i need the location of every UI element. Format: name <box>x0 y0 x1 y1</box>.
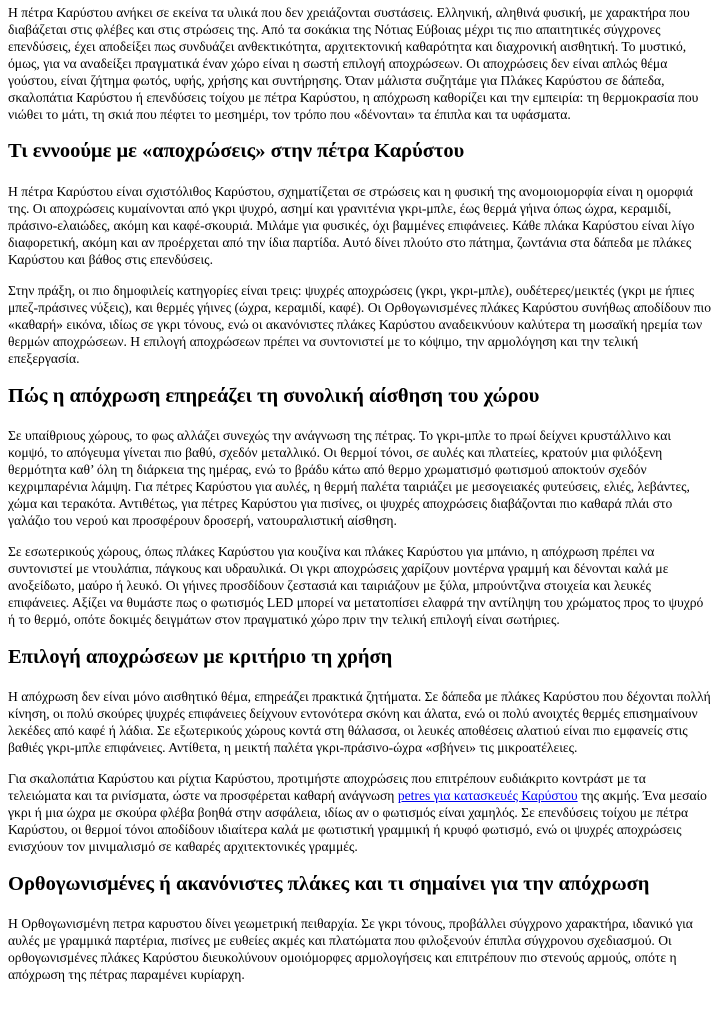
paragraph: Σε εσωτερικούς χώρους, όπως πλάκες Καρύστου για κουζίνα και πλάκες Καρύστου για μπάνιο, η απόχρωση πρέπει να συντονιστεί με ντουλάπια, πάγκους και υδραυλικά. Οι γκρι αποχρώσεις χαρίζουν μοντέρνα γραμμή και δένονται καλά με ανοξείδωτο, μαύρο ή λευκό. Οι γήινες προσδίδουν ζεστασιά και ταιριάζουν με ξύλα, μπρούντζινα στοιχεία και λευκές επιφάνειες. Αξίζει να θυμάστε πως ο φωτισμός LED μπορεί να μετατοπίσει ελαφρά την αντίληψη του χρώματος προς το ψυχρό ή το θερμό, οπότε δοκιμές δειγμάτων στον πραγματικό χώρο πριν την τελική επιλογή είναι σωτήριες. <box>8 544 704 627</box>
section-heading: Τι εννοούμε με «αποχρώσεις» στην πέτρα Καρύστου <box>8 140 465 162</box>
paragraph: Σε υπαίθριους χώρους, το φως αλλάζει συνεχώς την ανάγνωση της πέτρας. Το γκρι-μπλε το πρωί δείχνει κρυστάλλινο και κομψό, το απόγευμα γίνεται πιο βαθύ, σχεδόν μεταλλικό. Οι θερμοί τόνοι, σε αυλές και πλατείες, κρατούν μια φιλόξενη θερμότητα καθ’ όλη τη διάρκεια της ημέρας, ενώ το βράδυ κάτω από θερμο χρωματισμό φωτισμού αποκτούν σχεδόν κεχριμπαρένια λάμψη. Για πέτρες Καρύστου για αυλές, η θερμή παλέτα ταιριάζει με μεσογειακές φυτεύσεις, ελιές, λεβάντες, χώμα και τερακότα. Αντιθέτως, για πέτρες Καρύστου για πισίνες, οι ψυχρές αποχρώσεις διαβάζονται πιο καθαρά πλάι στο γαλάζιο του νερού και προσφέρουν δροσερή, νατουραλιστική αίσθηση. <box>8 428 690 528</box>
paragraph: Η πέτρα Καρύστου είναι σχιστόλιθος Καρύστου, σχηματίζεται σε στρώσεις και η φυσική της ανομοιομορφία είναι η ομορφιά της. Οι αποχρώσεις κυμαίνονται από γκρι ψυχρό, ασημί και γρανιτένια γκρι-μπλε, έως θερμά γήινα όπως ώχρα, κεραμιδί, πράσινο-ελαιώδες, ακόμη και καφέ-σκουριά. Μιλάμε για φυσικές, όχι βαμμένες επιφάνειες. Κάθε πλάκα Καρύστου είναι λίγο διαφορετική, ακόμη και αν προέρχεται από την ίδια παρτίδα. Αυτό δίνει πλούτο στο πάτημα, ζωντάνια στα δάπεδα με πλάκες Καρύστου και βάθος στις επενδύσεις. <box>8 184 695 267</box>
paragraph-text: Για σκαλοπάτια Καρύστου και ρίχτια Καρύστου, προτιμήστε αποχρώσεις που επιτρέπουν ευδιάκριτο κοντράστ με τα τελειώματα και τα ρινίσματα, ώστε να προσφέρεται καθαρή ανάγνωση <box>8 771 646 803</box>
paragraph-with-link <box>8 770 712 855</box>
section-heading: Επιλογή αποχρώσεων με κριτήριο τη χρήση <box>8 646 393 668</box>
article-link[interactable]: petres για κατασκευές Καρύστου <box>397 788 578 803</box>
section-heading: Ορθογωνισμένες ή ακανόνιστες πλάκες και τι σημαίνει για την απόχρωση <box>8 873 650 895</box>
paragraph: Η Ορθογωνισμένη πετρα καρυστου δίνει γεωμετρική πειθαρχία. Σε γκρι τόνους, προβάλλει σύγχρονο χαρακτήρα, ιδανικό για αυλές με γραμμικά παρτέρια, πισίνες με ευθείες ακμές και πλατώματα που φιλοξενούν έπιπλα σύγχρονου σχεδιασμού. Οι ορθογωνισμένες πλάκες Καρύστου διευκολύνουν ομοιόμορφες αρμολογήσεις και επιτρέπουν πιο στενούς αρμούς, οπότε η απόχρωση της πέτρας παραμένει κυρίαρχη. <box>8 916 693 982</box>
paragraph: Στην πράξη, οι πιο δημοφιλείς κατηγορίες είναι τρεις: ψυχρές αποχρώσεις (γκρι, γκρι-μπλε), ουδέτερες/μεικτές (γκρι με ήπιες μπεζ-πράσινες νύξεις), και θερμές γήινες (ώχρα, κεραμιδί, καφέ). Οι Ορθογωνισμένες πλάκες Καρύστου συνήθως αποδίδουν πιο «καθαρή» εικόνα, ιδίως σε γκρι τόνους, ενώ οι ακανόνιστες πλάκες Καρύστου αναδεικνύουν καλύτερα τη μωσαϊκή ηρεμία των θερμών αποχρώσεων. Η επιλογή αποχρώσεων πρέπει να συντονιστεί με το κόψιμο, την αρμολόγηση και την τελική επεξεργασία. <box>8 283 711 366</box>
paragraph-text: της ακμής. Ένα μεσαίο γκρι ή μια ώχρα με σκούρα φλέβα βοηθά στην ασφάλεια, ιδίως αν ο φωτισμός είναι χαμηλός. Σε επενδύσεις τοίχου με πέτρα Καρύστου, οι θερμοί τόνοι αποδίδουν ιδιαίτερα καλά με φωτιστική γραμμική ή κρυφό φωτισμό, ενώ οι ψυχρές αποχρώσεις ενισχύουν τον μινιμαλισμό σε καθαρές αρχιτεκτονικές γραμμές. <box>8 788 707 854</box>
article <box>0 4 720 983</box>
paragraph: Η απόχρωση δεν είναι μόνο αισθητικό θέμα, επηρεάζει πρακτικά ζητήματα. Σε δάπεδα με πλάκες Καρύστου που δέχονται πολλή κίνηση, οι πολύ σκούρες ψυχρές επιφάνειες δείχνουν εντονότερα σκόνη και άλατα, ενώ οι πολύ ανοιχτές θερμές επισημαίνουν λεκέδες από καφέ ή λάδια. Σε εξωτερικούς χώρους κοντά στη θάλασσα, οι λευκές αποθέσεις αλατιού είναι πιο εμφανείς στις βαθιές γκρι-μπλε επιφάνειες. Αντίθετα, η μεικτή παλέτα γκρι-πράσινο-ώχρα «σβήνει» τις μικροατέλειες. <box>8 689 711 755</box>
intro-paragraph: Η πέτρα Καρύστου ανήκει σε εκείνα τα υλικά που δεν χρειάζονται συστάσεις. Ελληνική, αληθινά φυσική, με χαρακτήρα που διαβάζεται στις φλέβες και στις στρώσεις της. Από τα σοκάκια της Νότιας Εύβοιας μέχρι τις πιο απαιτητικές σύγχρονες επενδύσεις, έχει αποδείξει πως συνδυάζει ανθεκτικότητα, αρχιτεκτονική καθαρότητα και διαχρονική αισθητική. Το μυστικό, όμως, για να αναδείξει πραγματικά έναν χώρο είναι η σωστή επιλογή αποχρώσεων. Οι αποχρώσεις δεν είναι απλώς θέμα γούστου, είναι ζήτημα φωτός, υφής, χρήσης και συντήρησης. Όταν μάλιστα συζητάμε για Πλάκες Καρύστου σε δάπεδα, σκαλοπάτια Καρύστου ή επενδύσεις τοίχου με πέτρα Καρύστου, η απόχρωση καθορίζει και την εμπειρία: τη θερμοκρασία που νιώθει το μάτι, τη σκιά που πέφτει το μεσημέρι, τον τρόπο που «δένονται» τα έπιπλα και τα υφάσματα. <box>8 5 699 122</box>
section-heading: Πώς η απόχρωση επηρεάζει τη συνολική αίσθηση του χώρου <box>8 385 540 407</box>
